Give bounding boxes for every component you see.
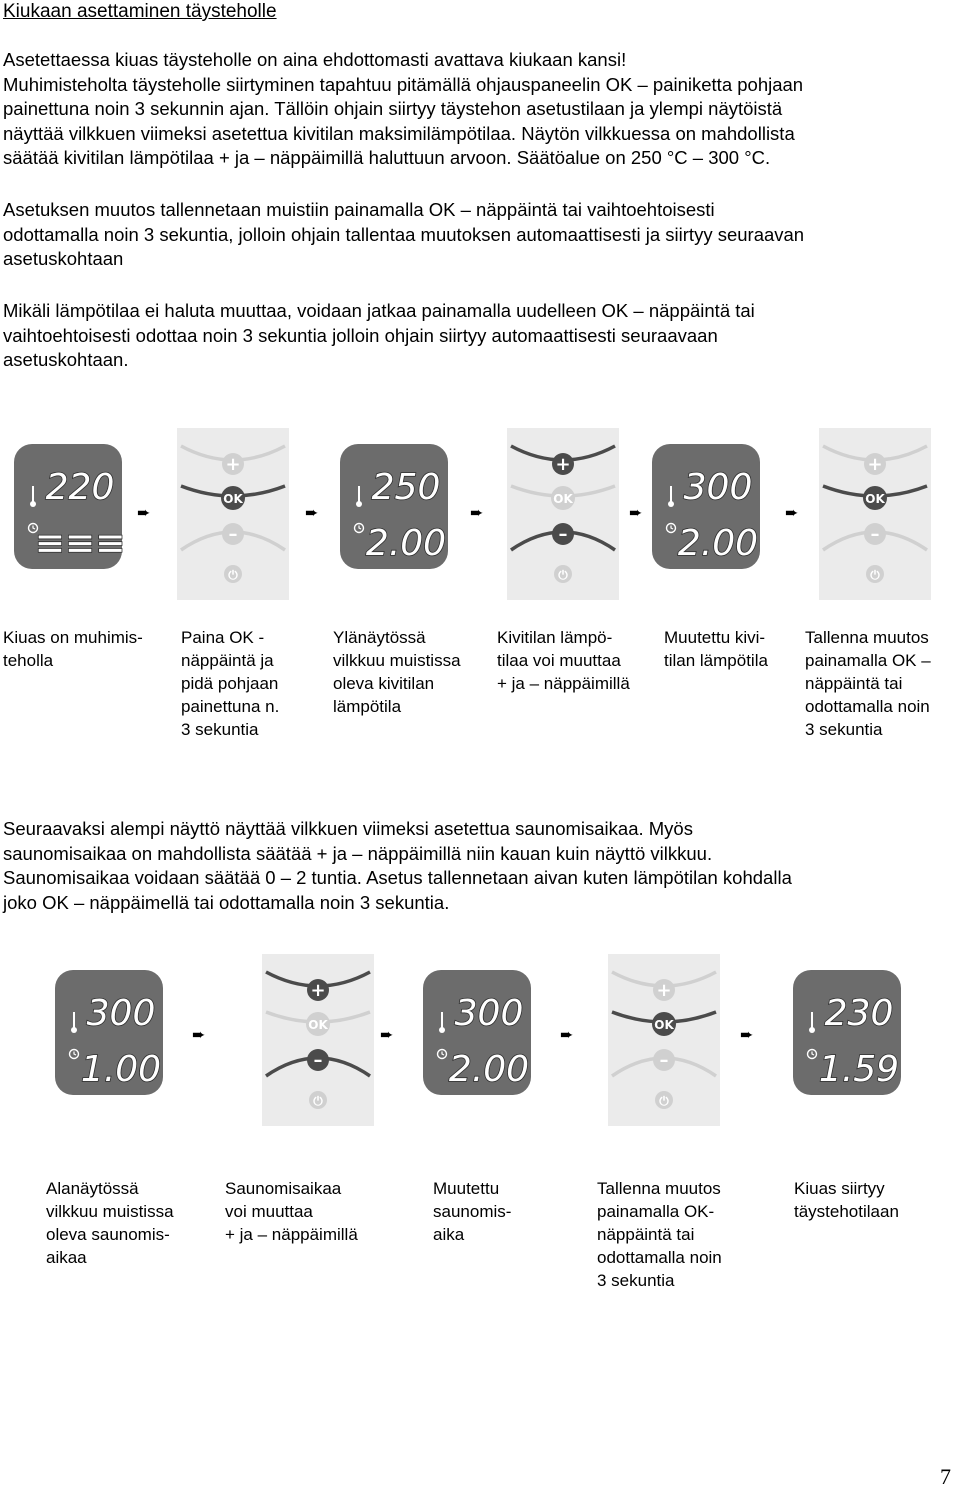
seq1-display-panel-3	[652, 444, 760, 569]
top-display-value: 300	[683, 467, 753, 508]
minus-icon: –	[558, 524, 568, 545]
page-title: Kiukaan asettaminen täysteholle	[3, 1, 277, 22]
display-unit	[55, 970, 163, 1095]
power-icon: ⏻	[659, 1094, 669, 1108]
arrow-icon: ➨	[629, 503, 643, 522]
caption-line: + ja – näppäimillä	[225, 1225, 358, 1244]
caption-line: painamalla OK-	[597, 1202, 715, 1221]
caption-line: 3 sekuntia	[805, 720, 883, 739]
seq1-button-panel-1	[177, 428, 289, 600]
caption-line: vilkkuu muistissa	[333, 651, 461, 670]
display-unit	[423, 970, 531, 1095]
caption-line: Ylänäytössä	[333, 628, 426, 647]
display-unit	[793, 970, 901, 1095]
top-display-value: 300	[454, 993, 524, 1034]
caption-line: Kiuas siirtyy	[794, 1179, 885, 1198]
button-panel	[819, 428, 931, 600]
seq1-caption-1	[3, 626, 143, 672]
caption-line: aikaa	[46, 1248, 87, 1267]
seq2-caption-3	[433, 1177, 511, 1246]
caption-line: aika	[433, 1225, 465, 1244]
arrow-icon: ➨	[305, 503, 319, 522]
caption-line: Tallenna muutos	[805, 628, 929, 647]
paragraph-line: vaihtoehtoisesti odottaa noin 3 sekuntia jolloin ohjain siirtyy automaattisesti seuraavaan	[3, 324, 718, 346]
bottom-display-value: 1.00	[80, 1049, 162, 1090]
caption-line: lämpötila	[333, 697, 402, 716]
paragraph-line: Seuraavaksi alempi näyttö näyttää vilkkuen viimeksi asetettua saunomisaikaa. Myös	[3, 818, 693, 839]
seq1-caption-4	[497, 626, 630, 695]
plus-icon: +	[867, 454, 883, 475]
caption-line: voi muuttaa	[225, 1202, 313, 1221]
saunatime-paragraph	[3, 817, 792, 915]
bottom-display-value: 2.00	[365, 523, 447, 564]
paragraph-line: Muhimisteholta täysteholle siirtyminen tapahtuu pitämällä ohjauspaneelin OK – painiketta pohjaan	[3, 73, 804, 95]
seq1-caption-3	[333, 626, 461, 718]
seq1-display-panel-2	[340, 444, 448, 569]
seq1-button-panel-3	[819, 428, 931, 600]
display-unit	[14, 444, 126, 569]
arrow-icon: ➨	[560, 1025, 574, 1044]
no-change-paragraph	[3, 299, 755, 373]
caption-line: 3 sekuntia	[597, 1271, 675, 1290]
caption-line: Paina OK -	[181, 628, 265, 647]
caption-line: täystehotilaan	[794, 1202, 899, 1221]
ok-label: OK	[308, 1018, 328, 1032]
top-display-value: 220	[45, 467, 115, 508]
paragraph-line: säätää kivitilan lämpötilaa + ja – näppäimillä haluttuun arvoon. Säätöalue on 250 °C – 300 °C.	[3, 147, 771, 168]
minus-icon: –	[659, 1050, 669, 1071]
display-unit	[652, 444, 760, 569]
caption-line: näppäintä tai	[805, 674, 903, 693]
seq1-button-panel-2	[507, 428, 619, 600]
paragraph-line: Asetuksen muutos tallennetaan muistiin painamalla OK – näppäintä tai vaihtoehtoisesti	[3, 199, 715, 220]
caption-line: Tallenna muutos	[597, 1179, 721, 1198]
arrow-icon: ➨	[785, 503, 799, 522]
caption-line: + ja – näppäimillä	[497, 674, 630, 693]
caption-line: odottamalla noin	[805, 697, 930, 716]
caption-line: Saunomisaikaa	[225, 1179, 342, 1198]
paragraph-line: joko OK – näppäimellä tai odottamalla noin 3 sekuntia.	[3, 891, 450, 913]
paragraph-line: odottamalla noin 3 sekuntia, jolloin ohjain tallentaa muutoksen automaattisesti ja siirtyy seuraavan	[3, 223, 805, 245]
paragraph-line: Asetettaessa kiuas täysteholle on aina ehdottomasti avattava kiukaan kansi!	[3, 49, 627, 70]
seq1-caption-6	[805, 626, 931, 741]
plus-icon: +	[555, 454, 571, 475]
power-icon: ⏻	[313, 1094, 323, 1108]
power-icon: ⏻	[870, 568, 880, 582]
top-display-value: 250	[371, 467, 441, 508]
bottom-display-value: ≡≡≡	[34, 523, 126, 564]
top-display-value: 230	[824, 993, 894, 1034]
button-panel	[177, 428, 289, 600]
paragraph-line: Saunomisaikaa voidaan säätää 0 – 2 tuntia. Asetus tallennetaan aivan kuten lämpötilan kohdalla	[3, 867, 792, 888]
bottom-display-value: 2.00	[677, 523, 759, 564]
seq2-caption-5	[794, 1177, 899, 1223]
paragraph-line: Mikäli lämpötilaa ei haluta muuttaa, voidaan jatkaa painamalla uudelleen OK – näppäintä tai	[3, 300, 755, 321]
caption-line: 3 sekuntia	[181, 720, 259, 739]
caption-line: oleva kivitilan	[333, 674, 435, 693]
paragraph-line: näyttää vilkkuen viimeksi asetettua kivitilan maksimilämpötilaa. Näytön vilkkuessa on mahdollista	[3, 122, 795, 144]
seq2-caption-2	[225, 1177, 358, 1246]
seq2-display-panel-3	[793, 970, 901, 1095]
caption-line: näppäintä tai	[597, 1225, 695, 1244]
seq1-caption-2	[181, 626, 279, 741]
ok-label: OK	[654, 1018, 674, 1032]
plus-icon: +	[310, 980, 326, 1001]
seq2-button-panel-2	[608, 954, 720, 1126]
minus-icon: –	[870, 524, 880, 545]
arrow-icon: ➨	[137, 503, 151, 522]
caption-line: Kivitilan lämpö-	[497, 628, 613, 647]
caption-line: pidä pohjaan	[181, 674, 279, 693]
caption-line: Kiuas on muhimis-	[3, 628, 143, 647]
power-icon: ⏻	[228, 568, 238, 582]
page-number: 7	[940, 1464, 951, 1489]
save-paragraph	[3, 198, 804, 272]
arrow-icon: ➨	[192, 1025, 206, 1044]
intro-paragraph	[3, 48, 803, 171]
paragraph-line: painettuna noin 3 sekunnin ajan. Tällöin ohjain siirtyy täystehon asetustilaan ja ylempi näytöistä	[3, 98, 783, 119]
paragraph-line: saunomisaikaa on mahdollista säätää + ja – näppäimillä niin kauan kuin näyttö vilkkuu.	[3, 842, 713, 864]
caption-line: painamalla OK –	[805, 651, 931, 670]
button-panel	[608, 954, 720, 1126]
display-unit	[340, 444, 448, 569]
bottom-display-value: 2.00	[448, 1049, 530, 1090]
ok-label: OK	[553, 492, 573, 506]
top-display-value: 300	[86, 993, 156, 1034]
seq2-display-panel-1	[55, 970, 163, 1095]
caption-line: tilan lämpötila	[664, 651, 768, 670]
ok-label: OK	[223, 492, 243, 506]
caption-line: vilkkuu muistissa	[46, 1202, 174, 1221]
caption-line: oleva saunomis-	[46, 1225, 170, 1244]
plus-icon: +	[656, 980, 672, 1001]
arrow-icon: ➨	[470, 503, 484, 522]
paragraph-line: asetuskohtaan	[3, 248, 124, 269]
seq2-caption-1	[46, 1177, 174, 1269]
button-panel	[507, 428, 619, 600]
seq2-caption-4	[597, 1177, 722, 1292]
seq2-display-panel-2	[423, 970, 531, 1095]
caption-line: odottamalla noin	[597, 1248, 722, 1267]
minus-icon: –	[313, 1050, 323, 1071]
seq1-caption-5	[664, 626, 768, 672]
minus-icon: –	[228, 524, 238, 545]
caption-line: tilaa voi muuttaa	[497, 651, 621, 670]
caption-line: teholla	[3, 651, 54, 670]
seq1-display-panel-1	[14, 444, 126, 569]
caption-line: Alanäytössä	[46, 1179, 139, 1198]
caption-line: painettuna n.	[181, 697, 280, 716]
button-panel	[262, 954, 374, 1126]
arrow-icon: ➨	[380, 1025, 394, 1044]
power-icon: ⏻	[558, 568, 568, 582]
arrow-icon: ➨	[740, 1025, 754, 1044]
caption-line: näppäintä ja	[181, 651, 274, 670]
plus-icon: +	[225, 454, 241, 475]
seq2-button-panel-1	[262, 954, 374, 1126]
caption-line: Muutettu kivi-	[664, 628, 766, 647]
caption-line: Muutettu	[433, 1179, 500, 1198]
ok-label: OK	[865, 492, 885, 506]
paragraph-line: asetuskohtaan.	[3, 349, 129, 370]
caption-line: saunomis-	[433, 1202, 512, 1221]
bottom-display-value: 1.59	[818, 1049, 900, 1090]
